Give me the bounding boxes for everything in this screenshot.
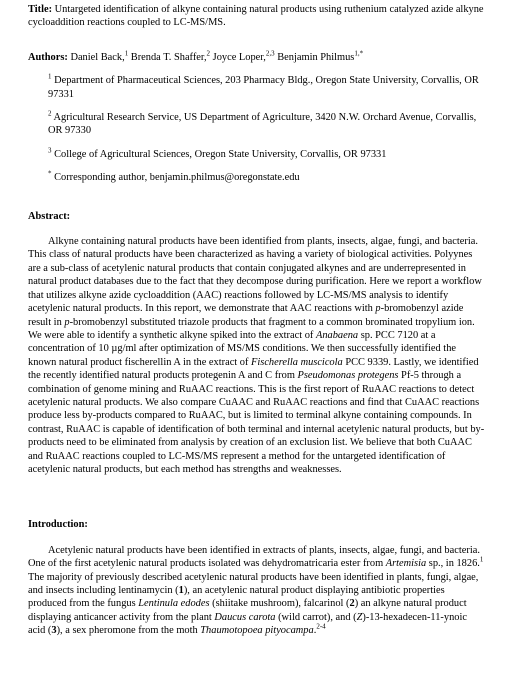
affiliation-text: Agricultural Research Service, US Department of Agriculture, 3420 N.W. Orchard Avenue, Corvallis, OR 97330 <box>48 112 477 137</box>
abstract-heading: Abstract: <box>28 210 71 222</box>
author-affiliation-mark: 2 <box>206 49 211 58</box>
author-affiliation-mark: 2,3 <box>265 49 275 58</box>
affiliation-mark: * <box>48 169 52 178</box>
compound-number: 3 <box>51 625 57 637</box>
author-name: Brenda T. Shaffer, <box>128 51 207 63</box>
species-name: Artemisia <box>385 558 427 570</box>
introduction-heading: Introduction: <box>28 519 88 531</box>
affiliation-item <box>48 148 485 161</box>
author-affiliation-mark: 1 <box>124 49 129 58</box>
intro-text: ) an alkyne natural product displaying anticancer activity from the plant <box>28 598 467 623</box>
author-name: Daniel Back, <box>67 51 125 63</box>
affiliation-item <box>48 111 485 138</box>
title-label: Title: <box>28 4 53 15</box>
intro-text: ), a sex pheromone from the moth <box>56 625 201 637</box>
affiliation-mark: 1 <box>48 72 52 81</box>
reference-mark: 1 <box>479 555 484 564</box>
author-name: Benjamin Philmus <box>274 51 355 63</box>
intro-text: (wild carrot), and ( <box>275 611 357 623</box>
affiliation-text: College of Agricultural Sciences, Oregon State University, Corvallis, OR 97331 <box>51 148 387 160</box>
abstract-paragraph <box>28 235 485 476</box>
affiliation-text: Department of Pharmaceutical Sciences, 203 Pharmacy Bldg., Oregon State University, Corvallis, OR 97331 <box>48 75 479 100</box>
species-name: Thaumotopoea pityocampa <box>200 625 314 637</box>
paper-title <box>28 0 485 30</box>
author-name: Joyce Loper, <box>210 51 266 63</box>
species-name: Pseudomonas protegens <box>297 370 399 382</box>
intro-text: )-13-hexadecen-11-ynoic acid ( <box>28 611 467 637</box>
abstract-text: -bromobenzyl substituted triazole products that fragment to a common brominated tropylium ion. We were able to identify a synthetic alkyne spiked into the extract of <box>28 316 475 341</box>
abstract-text: Alkyne containing natural products have been identified from plants, insects, algae, fungi, and bacteria. This class of natural products have been characterized as having a variety of biological activities. Polyynes are a sub-class of acetylenic natural products that contain conjugated alkynes and are underrepresented in natural product databases due to the fact that they decompose during purification. Here we report a workflow that utilizes alkyne azide cycloaddition (AAC) reactions followed by LC-MS/MS analysis to identify acetylenic natural products. In this report, we demonstrate that AAC reactions with <box>28 236 482 315</box>
stereo-descriptor: Z <box>356 611 363 623</box>
affiliation-mark: 2 <box>48 109 52 118</box>
intro-text: ), an acetylenic natural product displaying antibiotic properties produced from the fungus <box>28 585 445 610</box>
abstract-text: Pf-5 through a combination of genome mining and RuAAC reactions. This is the first report of RuAAC reactions to detect acetylenic natural products. We also compare CuAAC and RuAAC reactions and find that CuAAC reactions produce less by-products compared to RuAAC, but is limited to terminal alkyne containing compounds. In contrast, RuAAC is capable of identification of both terminal and internal acetylenic natural products, but by-products need to be eliminated from analysis by creation of an exclusion list. We believe that both CuAAC and RuAAC reactions coupled to LC-MS/MS represent a method for the untargeted identification of acetylenic natural products, but each method has strengths and weaknesses. <box>28 370 485 475</box>
species-name: Fischerella muscicola <box>251 356 343 368</box>
compound-number: 2 <box>349 598 355 610</box>
abstract-italic: p <box>375 303 381 315</box>
compound-number: 1 <box>178 585 184 596</box>
intro-text: (shiitake mushroom), falcarinol ( <box>209 598 350 610</box>
abstract-text: PCC 9339. Lastly, we identified the recently identified natural products protegenin A and C from <box>28 356 479 382</box>
authors-label: Authors: <box>28 51 68 63</box>
affiliation-item <box>48 74 485 101</box>
abstract-text: -bromobenzyl azide result in <box>28 303 464 328</box>
author-list <box>28 51 485 64</box>
affiliation-text: Corresponding author, benjamin.philmus@oregonstate.edu <box>51 172 300 184</box>
reference-mark: 2-4 <box>316 622 326 631</box>
affiliation-mark: 3 <box>48 146 52 155</box>
introduction-paragraph <box>28 544 485 638</box>
affiliation-item <box>48 171 485 184</box>
intro-text: . <box>313 625 317 637</box>
abstract-text: sp. PCC 7120 at a concentration of 10 µg/ml after optimization of MS/MS conditions. We then successfully identified the known natural product fischerellin A in the extract of <box>28 329 457 368</box>
species-name: Daucus carota <box>214 611 276 623</box>
abstract-italic: p <box>64 316 70 328</box>
intro-text: The majority of previously described acetylenic natural products have been identified in plants, fungi, algae, and insects including lentinamycin ( <box>28 571 479 596</box>
title-text: Untargeted identification of alkyne containing natural products using ruthenium catalyzed azide alkyne cycloaddition reactions coupled to LC-MS/MS. <box>28 4 484 29</box>
species-name: Anabaena <box>315 329 359 341</box>
species-name: Lentinula edodes <box>138 598 210 610</box>
author-affiliation-mark: 1,* <box>354 49 364 58</box>
intro-text: sp., in 1826. <box>426 558 480 570</box>
intro-text: Acetylenic natural products have been identified in extracts of plants, insects, algae, fungi, and bacteria. One of the first acetylenic natural products isolated was dehydromatricaria ester from <box>28 544 480 570</box>
